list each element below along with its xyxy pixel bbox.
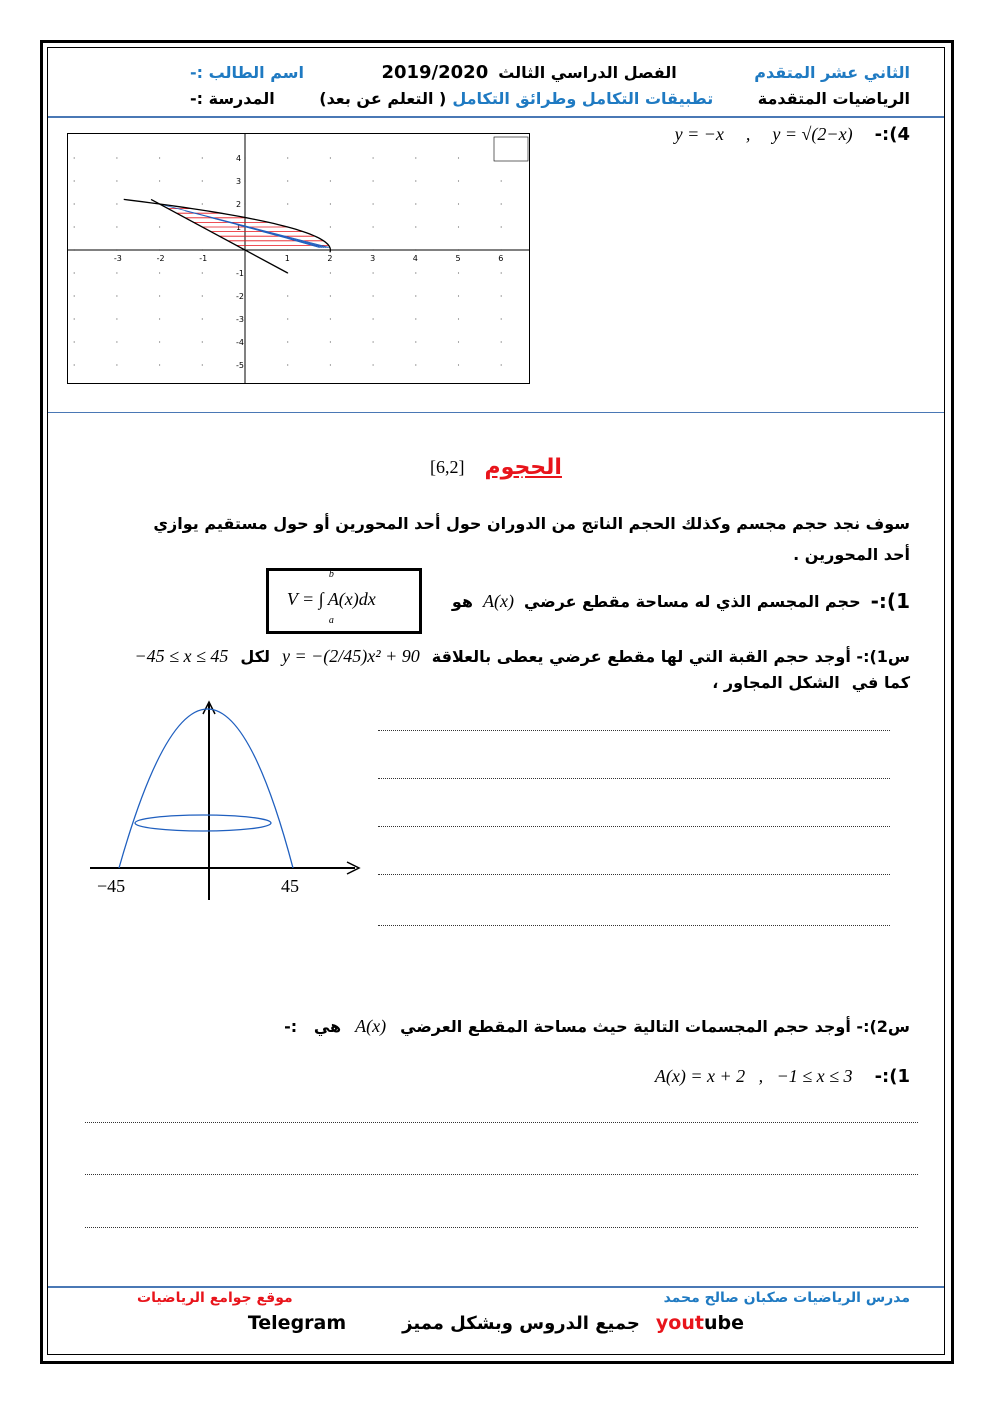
grid-dot — [116, 157, 117, 158]
dome-right-label: 45 — [281, 876, 299, 896]
grid-dot — [373, 318, 374, 319]
topic-label: تطبيقات التكامل وطرائق التكامل — [452, 89, 714, 108]
x-tick-label: 4 — [412, 254, 418, 263]
volume-formula-box — [266, 568, 422, 634]
s2-p1-formula: A(x) = x + 2 , −1 ≤ x ≤ 3 — [654, 1066, 853, 1086]
answer-line[interactable] — [85, 1174, 918, 1175]
grid-dot — [159, 364, 160, 365]
grid-dot — [330, 295, 331, 296]
grid-dot — [373, 203, 374, 204]
grid-dot — [373, 364, 374, 365]
grid-dot — [287, 318, 288, 319]
y-tick-label: -1 — [236, 269, 244, 278]
grid-dot — [501, 203, 502, 204]
grid-dot — [159, 157, 160, 158]
grid-dot — [202, 180, 203, 181]
youtube-t: t — [694, 1312, 704, 1334]
rule1-ax: A(x) — [483, 590, 514, 611]
section-heading — [0, 455, 992, 480]
grid-dot — [116, 180, 117, 181]
grid-dot — [330, 341, 331, 342]
grid-dot — [287, 203, 288, 204]
header-divider — [48, 116, 944, 118]
grid-dot — [501, 364, 502, 365]
grid-dot — [373, 226, 374, 227]
grid-dot — [330, 157, 331, 158]
grid-dot — [287, 295, 288, 296]
grid-dot — [74, 272, 75, 273]
rule1-text: حجم المجسم الذي له مساحة مقطع عرضي — [524, 591, 861, 611]
grid-dot — [458, 203, 459, 204]
graph-q4 — [67, 133, 530, 384]
grid-dot — [116, 318, 117, 319]
answer-line[interactable] — [378, 874, 890, 875]
grid-dot — [458, 295, 459, 296]
y-tick-label: 4 — [236, 154, 242, 163]
grid-dot — [116, 295, 117, 296]
grid-dot — [202, 364, 203, 365]
grid-dot — [458, 226, 459, 227]
grid-dot — [415, 203, 416, 204]
upper-limit: b — [328, 569, 334, 580]
q4-label: 4):- — [874, 124, 910, 145]
grid-dot — [159, 180, 160, 181]
dome-curve — [119, 709, 293, 868]
y-tick-label: -2 — [236, 292, 244, 301]
grid-dot — [415, 295, 416, 296]
grid-dot — [202, 341, 203, 342]
grid-dot — [159, 318, 160, 319]
answer-line[interactable] — [378, 778, 890, 779]
s2-p1-label: 1):- — [874, 1066, 910, 1087]
grid-dot — [373, 341, 374, 342]
grid-dot — [287, 180, 288, 181]
y-tick-label: 2 — [236, 200, 242, 209]
site-name: موقع جوامع الرياضيات — [137, 1290, 293, 1306]
header-row-1 — [190, 62, 910, 83]
grid-dot — [74, 203, 75, 204]
lower-limit: a — [328, 615, 334, 626]
youtube-you: you — [655, 1312, 695, 1334]
s1-text: س1):- أوجد حجم القبة التي لها مقطع عرضي يعطى بالعلاقة — [431, 647, 910, 666]
grid-dot — [330, 203, 331, 204]
grid-dot — [74, 364, 75, 365]
grid-dot — [74, 341, 75, 342]
y-tick-label: 3 — [236, 177, 242, 186]
grid-dot — [415, 341, 416, 342]
grid-dot — [159, 341, 160, 342]
cross-section-ellipse — [135, 815, 271, 831]
x-tick-label: 3 — [370, 254, 376, 263]
grid-dot — [202, 157, 203, 158]
q4-row — [675, 124, 910, 145]
grid-dot — [415, 157, 416, 158]
rule1-label: 1):- — [870, 589, 910, 613]
answer-line[interactable] — [378, 925, 890, 926]
answer-line[interactable] — [85, 1122, 918, 1123]
volume-formula: V = ∫ A(x)dx — [286, 589, 376, 609]
student-name-field: اسم الطالب :- — [190, 63, 304, 82]
grid-dot — [501, 272, 502, 273]
s1-row — [85, 646, 910, 692]
x-tick-label: -2 — [156, 254, 165, 263]
subject-label: الرياضيات المتقدمة — [757, 89, 910, 108]
q4-eq2: y = √(2−x) — [772, 124, 853, 144]
footer-row-1 — [137, 1290, 910, 1306]
footer-divider — [48, 1286, 944, 1288]
topic-group — [319, 89, 713, 108]
answer-line[interactable] — [378, 826, 890, 827]
grid-dot — [116, 203, 117, 204]
grid-dot — [116, 272, 117, 273]
youtube-ube: ube — [703, 1312, 744, 1334]
grid-dot — [116, 364, 117, 365]
grid-dot — [415, 180, 416, 181]
y-tick-label: -5 — [236, 361, 244, 370]
grid-dot — [74, 226, 75, 227]
grid-dot — [458, 318, 459, 319]
grid-dot — [116, 341, 117, 342]
rule1-suffix: هو — [451, 591, 474, 611]
grid-dot — [458, 180, 459, 181]
grid-dot — [501, 226, 502, 227]
grid-dot — [458, 341, 459, 342]
term-label: الفصل الدراسي الثالث — [498, 63, 677, 82]
teacher-name: مدرس الرياضيات صكبان صالح محمد — [663, 1290, 910, 1306]
s2-row — [85, 1016, 910, 1037]
footer-row-2 — [248, 1312, 744, 1334]
section-divider — [48, 412, 944, 413]
grid-dot — [501, 318, 502, 319]
s1-line2: الشكل المجاور ، — [712, 673, 840, 692]
header-row-2 — [190, 89, 910, 108]
x-tick-label: 2 — [327, 254, 333, 263]
grid-dot — [373, 157, 374, 158]
grid-dot — [501, 341, 502, 342]
school-field: المدرسة :- — [190, 89, 275, 108]
q4-eq1: y = −x — [674, 124, 724, 144]
grid-dot — [116, 226, 117, 227]
y-tick-label: -4 — [236, 338, 244, 347]
telegram-label: Telegram — [247, 1312, 347, 1334]
grid-dot — [373, 295, 374, 296]
y-tick-label: -3 — [236, 315, 244, 324]
youtube-label — [656, 1312, 744, 1334]
grid-dot — [458, 364, 459, 365]
grid-dot — [373, 272, 374, 273]
grid-dot — [159, 295, 160, 296]
dome-left-label: −45 — [97, 876, 126, 896]
grade-label: الثاني عشر المتقدم — [754, 63, 910, 82]
grid-dot — [458, 272, 459, 273]
section-intro: سوف نجد حجم مجسم وكذلك الحجم الناتج من الدوران حول أحد المحورين أو حول مستقيم يوازي أحد المحورين . — [153, 514, 910, 564]
y-tick-label: 1 — [236, 223, 242, 232]
grid-dot — [415, 226, 416, 227]
q4-sep: , — [745, 124, 751, 144]
year-label: 2019/2020 — [381, 62, 489, 83]
grid-dot — [74, 318, 75, 319]
s2-suffix: هي :- — [284, 1017, 342, 1036]
section-ref: [6,2] — [430, 457, 465, 477]
grid-dot — [159, 226, 160, 227]
grid-dot — [330, 180, 331, 181]
s1-tail: كما في — [851, 673, 910, 692]
s2-p1-row — [655, 1066, 910, 1087]
grid-dot — [330, 364, 331, 365]
graph-legend-box — [494, 137, 528, 161]
grid-dot — [202, 203, 203, 204]
grid-dot — [501, 180, 502, 181]
answer-line[interactable] — [85, 1227, 918, 1228]
x-tick-label: -3 — [113, 254, 122, 263]
grid-dot — [287, 341, 288, 342]
grid-dot — [202, 272, 203, 273]
rule1-row — [200, 568, 910, 634]
s2-ax: A(x) — [355, 1016, 387, 1036]
grid-dot — [202, 295, 203, 296]
grid-dot — [74, 157, 75, 158]
grid-dot — [330, 226, 331, 227]
grid-dot — [287, 364, 288, 365]
grid-dot — [415, 272, 416, 273]
answer-line[interactable] — [378, 730, 890, 731]
grid-dot — [202, 318, 203, 319]
grid-dot — [373, 180, 374, 181]
section-title: الحجوم — [484, 455, 562, 480]
lessons-label: جميع الدروس وبشكل مميز — [402, 1312, 640, 1334]
grid-dot — [501, 295, 502, 296]
x-tick-label: 6 — [498, 254, 504, 263]
grid-dot — [458, 157, 459, 158]
x-tick-label: 5 — [455, 254, 461, 263]
dome-figure — [85, 700, 370, 910]
grid-dot — [74, 180, 75, 181]
grid-dot — [415, 364, 416, 365]
s1-range: −45 ≤ x ≤ 45 — [134, 646, 229, 666]
grid-dot — [330, 272, 331, 273]
grid-dot — [330, 318, 331, 319]
s1-formula: y = −(2/45)x² + 90 — [281, 646, 420, 666]
term-group — [381, 62, 676, 83]
grid-dot — [159, 272, 160, 273]
x-tick-label: 1 — [284, 254, 290, 263]
grid-dot — [287, 157, 288, 158]
x-tick-label: -1 — [199, 254, 208, 263]
s1-range-word: لكل — [240, 647, 270, 666]
grid-dot — [415, 318, 416, 319]
mode-label: ( التعلم عن بعد) — [319, 89, 447, 108]
grid-dot — [74, 295, 75, 296]
s2-text: س2):- أوجد حجم المجسمات التالية حيث مساحة المقطع العرضي — [400, 1017, 910, 1036]
